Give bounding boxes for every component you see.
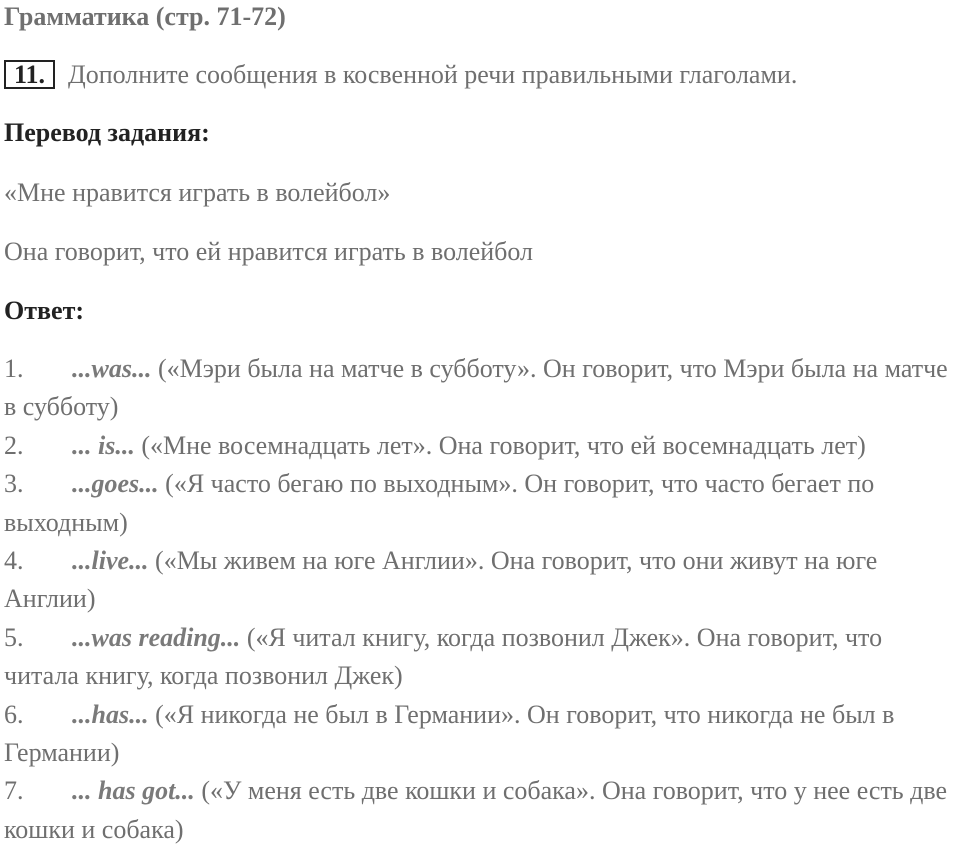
answer-heading: Ответ: <box>4 296 85 325</box>
answer-item-4 <box>4 542 956 619</box>
page-title: Грамматика (стр. 71-72) <box>4 2 286 31</box>
answer-item-5 <box>4 619 956 696</box>
answer-item-7 <box>4 772 956 849</box>
answer-verb: ... has got... <box>72 776 195 806</box>
answer-verb: ... is... <box>72 430 135 460</box>
translation-heading: Перевод задания: <box>4 118 210 147</box>
answer-list <box>4 350 956 849</box>
answer-text: («Я часто бегаю по выходным». Он говорит, что часто бегает по выходным) <box>4 469 875 537</box>
answer-item-3 <box>4 465 956 542</box>
answer-number: 6. <box>4 699 24 729</box>
answer-text: («Я никогда не был в Германии». Он говорит, что никогда не был в Германии) <box>4 699 895 768</box>
answer-number: 4. <box>4 546 24 576</box>
answer-verb: ...goes... <box>72 469 159 499</box>
answer-text: («Мэри была на матче в субботу». Он говорит, что Мэри была на матче в субботу) <box>4 354 948 422</box>
answer-verb: ...has... <box>72 699 149 729</box>
answer-verb: ...live... <box>72 546 149 576</box>
answer-text: («У меня есть две кошки и собака». Она говорит, что у нее есть две кошки и собака) <box>4 776 948 844</box>
answer-number: 2. <box>4 430 24 460</box>
answer-text: («Я читал книгу, когда позвонил Джек». Она говорит, что читала книгу, когда позвонил Джек) <box>4 622 883 691</box>
answer-number: 1. <box>4 354 24 383</box>
answer-number: 3. <box>4 469 24 499</box>
translation-line-1: «Мне нравится играть в волейбол» <box>4 178 391 207</box>
translation-line-2: Она говорит, что ей нравится играть в волейбол <box>4 237 534 266</box>
answer-number: 5. <box>4 622 24 652</box>
answer-text: («Мне восемнадцать лет». Она говорит, что ей восемнадцать лет) <box>134 430 866 460</box>
answer-verb: ...was reading... <box>72 622 241 652</box>
answer-item-6 <box>4 696 956 773</box>
task-number-box: 11. <box>4 60 55 89</box>
answer-verb: ...was... <box>72 354 152 383</box>
answer-item-2 <box>4 427 956 465</box>
answer-item-1 <box>4 350 956 427</box>
answer-text: («Мы живем на юге Англии». Она говорит, что они живут на юге Англии) <box>4 546 878 614</box>
task-instruction: Дополните сообщения в косвенной речи правильными глаголами. <box>68 60 798 89</box>
answer-number: 7. <box>4 776 24 806</box>
